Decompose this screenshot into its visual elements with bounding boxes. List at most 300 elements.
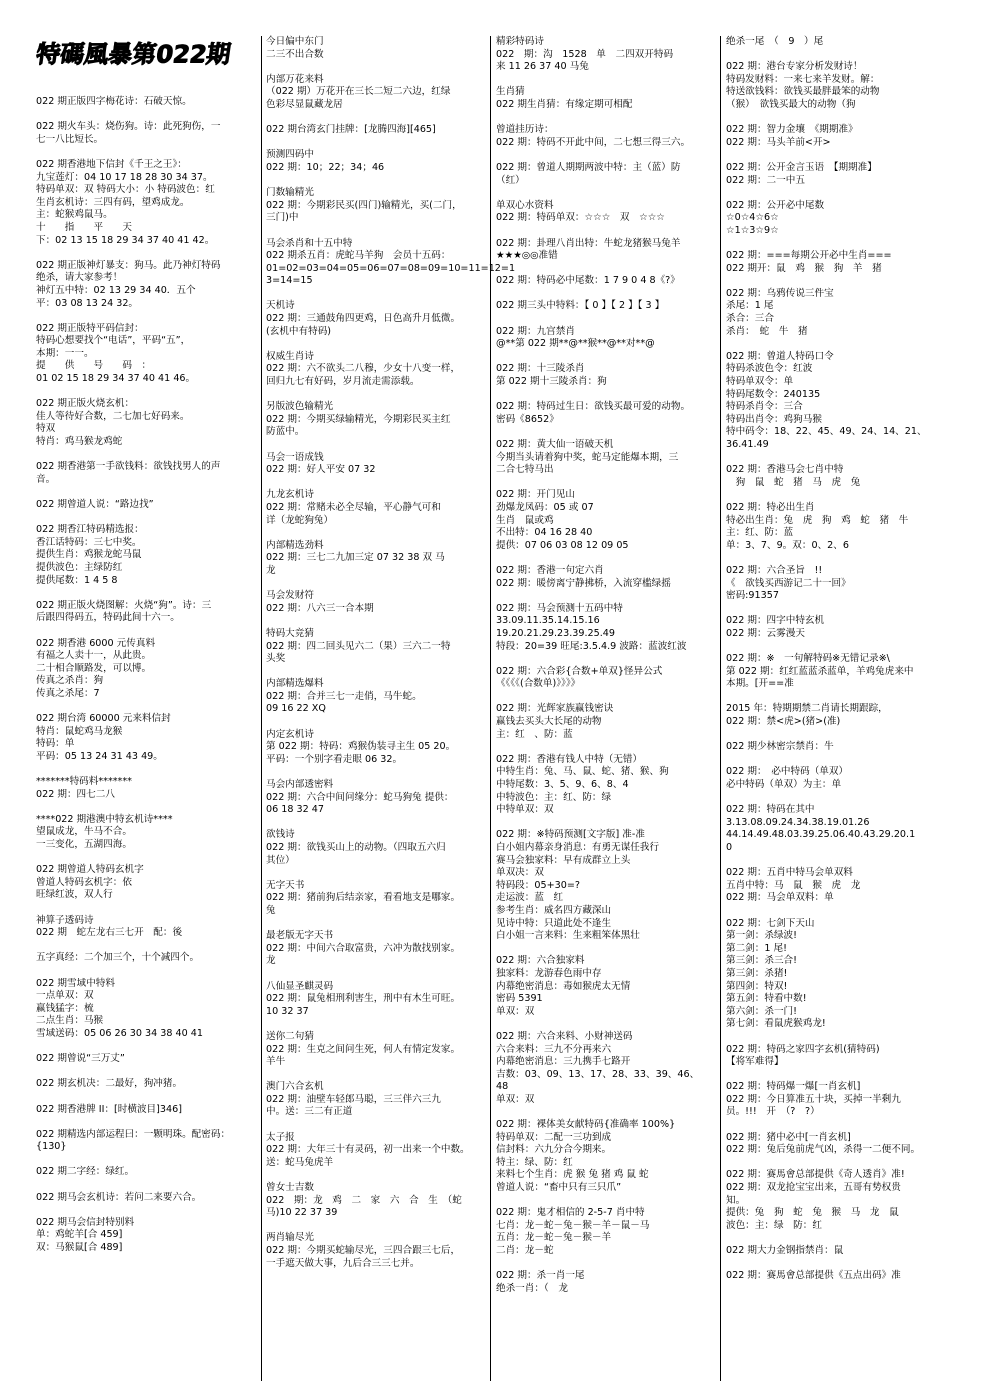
text-block (726, 36, 946, 49)
text-line: 022 期：智力金壤 《期期准》 (726, 124, 858, 136)
text-line: 赛马会独家料：早有成群立上头 (496, 854, 631, 866)
text-block (726, 867, 946, 905)
text-line: 密码《8652》 (496, 413, 559, 425)
text-line: 022 期：特码必中尾数：1 7 9 0 4 8《?》 (496, 275, 680, 287)
text-line: 022 期：暖傍离宁静拂桥，入流穿槛绿摇 (496, 577, 671, 589)
text-line: 十 指 平 天 (36, 221, 132, 233)
text-line: 09 16 22 XQ (266, 703, 326, 715)
text-block (36, 713, 255, 763)
text-line: 022 期：今期彩民买(四门)输精光，买(二门， (266, 199, 462, 211)
text-block (496, 565, 716, 590)
text-line: 吉数：03、09、13、17、28、33、39、46、 (496, 1068, 700, 1080)
text-line: 第三剑：杀三合! (726, 955, 798, 967)
text-block (726, 1044, 946, 1069)
text-block (36, 461, 255, 486)
text-line: 神灯五中特：02 13 29 34 40．五个 (36, 284, 196, 296)
text-line: 022 期：特码不开此中间，二七想三得三六。 (496, 136, 691, 148)
text-line: 九宝莲灯：04 10 17 18 28 30 34 37。 (36, 171, 213, 183)
text-line: 生肖 鼠或鸡 (496, 514, 554, 526)
text-line: 022 期：猪前狗后结亲家，看看地支是哪家。 (266, 892, 461, 904)
text-line: 色彩尽显鼠藏龙居 (266, 98, 343, 110)
text-line: 022 期雪域中特料 (36, 977, 115, 989)
text-line: 权威生肖诗 (266, 350, 314, 362)
text-block (726, 351, 946, 452)
text-line: 022 期： 必中特码（单双） (726, 766, 849, 778)
text-line: 特码心想要找个“电话”，平码“五”， (36, 335, 191, 347)
text-block (36, 1129, 255, 1154)
text-line: 单：3、7、9。双：0、2、6 (726, 539, 849, 551)
text-block (496, 326, 716, 351)
text-block (266, 590, 485, 615)
text-line: 022 期：六合来料、小财神送码 (496, 1030, 633, 1042)
text-line: 神算子透码诗 (36, 914, 94, 926)
text-line: 五肖中特：马 鼠 猴 虎 龙 (726, 879, 861, 891)
text-line: 022 期：公开金言玉语 【期期准】 (726, 161, 877, 173)
text-line: 3.13.08.09.24.34.38.19.01.26 (726, 816, 870, 828)
text-block (266, 74, 485, 112)
text-line: 022 期：猪中必中[一肖玄机] (726, 1131, 851, 1143)
text-line: 特段：20=39 旺尾:3.5.4.9 波路：蓝波红波 (496, 640, 687, 652)
text-line: 022 期：特码过生日：欲钱买最可爱的动物。 (496, 401, 691, 413)
text-line: 必中特码（单双）为主：单 (726, 779, 842, 791)
text-line: 022 期：龙 鸡 二 家 六 合 生 （蛇 (266, 1194, 462, 1206)
text-line: 二点生肖：马猴 (36, 1015, 104, 1027)
text-line: 022 期：卦理八肖出特：牛蛇龙猪猴马兔羊 (496, 237, 681, 249)
text-line: 022 期：※ 一句解特码※无错记录※\ (726, 653, 890, 665)
text-line: 五肖：龙－蛇－兔－猴－羊 (496, 1232, 612, 1244)
text-line: 022 期：欲钱买山上的动物。（四取五六归 (266, 842, 446, 853)
text-block (266, 981, 485, 1019)
text-block (726, 565, 946, 603)
text-block (726, 804, 946, 854)
text-line: 一点单双：双 (36, 990, 94, 1002)
text-line: 022 期：六合中间问缘分：蛇马狗兔 提供： (266, 791, 454, 803)
text-line: 今期当头请着狗中奖，蛇马定能爆本期，三 (496, 451, 679, 463)
text-line: 头奖 (266, 653, 286, 665)
text-line: 022 期：曾道人期期两波中特：主（蓝）防 (496, 161, 681, 173)
text-line: 曾道挂历诗： (496, 124, 554, 136)
text-line: 022 期：中间六合取富贵，六冲为散找别家。 (266, 942, 461, 954)
page-title: 特碼風暴第022期 (34, 40, 233, 68)
text-line: 特码单双：二配一三功到成 (496, 1131, 612, 1143)
text-line: 预测四码中 (266, 149, 314, 161)
text-line: 36.41.49 (726, 439, 769, 450)
text-line: 平码：05 13 24 31 43 49。 (36, 750, 163, 762)
text-block (266, 452, 485, 477)
text-line: 单双：双 (496, 1005, 535, 1017)
text-line: 回归九七有好码，岁月流走需添载。 (266, 376, 420, 388)
text-line: 中特单双：双 (496, 804, 554, 816)
text-block (496, 200, 716, 225)
text-line: 无字天书 (266, 879, 305, 891)
text-line: 022 期：今期买绿输精光，今期彩民买主红 (266, 413, 451, 425)
text-line: 022 期曾道人说：“路边找” (36, 499, 154, 510)
text-line: 022 期：鼠兔相刑利害生，刑中有木生可旺。 (266, 993, 461, 1005)
text-block (266, 300, 485, 338)
text-line: 雪域送码：05 06 26 30 34 38 40 41 (36, 1027, 203, 1039)
text-block (496, 162, 716, 187)
text-line: 马会发财符 (266, 590, 314, 602)
text-line: 022 期：杀一肖一尾 (496, 1270, 585, 1282)
text-block (36, 952, 255, 965)
text-block (266, 489, 485, 527)
text-line: 022 期玄机决：二最好，狗冲猪。 (36, 1078, 183, 1090)
text-line: 详（龙蛇狗兔） (266, 514, 334, 526)
text-block (36, 1166, 255, 1179)
text-line: 生肖猜 (496, 86, 525, 98)
text-line: (玄机中有特码) (266, 325, 332, 337)
text-line: 提供生肖：鸡猴龙蛇马鼠 (36, 549, 142, 561)
text-line: 旺绿红波，双人行 (36, 889, 113, 901)
text-line: 内定玄机诗 (266, 728, 314, 740)
text-line: 七一八比短长。 (36, 133, 104, 145)
text-line: 本期。[开==准 (726, 678, 794, 690)
text-line: 赢钱去买头大长尾的动物 (496, 716, 602, 728)
text-line: 022 期：三七二九加三定 07 32 38 双 马 (266, 552, 445, 564)
text-line: 九龙玄机诗 (266, 489, 314, 501)
text-block (266, 1232, 485, 1270)
text-line: 单双心水资料 (496, 199, 554, 211)
text-line: 最老版无字天书 (266, 930, 334, 942)
text-block (496, 439, 716, 477)
text-line: 022 期：开门见山 (496, 489, 575, 501)
text-line: 022 期香港第一手欲钱料：欲钱找男人的声 (36, 461, 221, 473)
text-block (726, 653, 946, 691)
text-line: 特码杀肖令：三合 (726, 401, 803, 413)
text-block (36, 499, 255, 512)
text-line: 022 期：特必出生肖 (726, 501, 815, 513)
text-line: 022 期：===每期公开必中生肖=== (726, 250, 892, 262)
text-line: 022 期：六合彩{合数+单双}怪异公式 (496, 665, 663, 677)
text-block (496, 603, 716, 653)
text-line: 主：红、防：蓝 (726, 527, 794, 539)
text-block (266, 351, 485, 389)
text-block (496, 1119, 716, 1195)
text-line: 022 期：九宫禁肖 (496, 325, 575, 337)
text-block (496, 300, 716, 313)
text-line: 【将军难得】 (726, 1056, 784, 1068)
text-block (496, 36, 716, 74)
text-line: 白小姐内幕亲身消息：有勇无谋任我行 (496, 842, 660, 853)
text-line: 022 期生肖猜：有缘定期可相配 (496, 98, 633, 110)
text-block (726, 1270, 946, 1283)
text-block (36, 1104, 255, 1117)
text-line: 特码：单 (36, 738, 75, 750)
text-line: 33.09.11.35.14.15.16 (496, 615, 600, 627)
text-block (726, 741, 946, 754)
text-line: 本期：一一。 (36, 347, 94, 359)
text-line: 曾道人特码玄机字：依 (36, 876, 132, 888)
text-block (496, 401, 716, 426)
text-line: 022 期开：鼠 鸡 猴 狗 羊 猪 (726, 262, 882, 274)
text-block (496, 754, 716, 817)
text-line: 022 期正版火烧玄机： (36, 398, 135, 410)
text-line: 曾女士吉数 (266, 1182, 314, 1194)
text-block (36, 1217, 255, 1255)
text-line: 防蓝中。 (266, 426, 305, 438)
text-line: 送你二句猜 (266, 1030, 314, 1042)
text-line: 密码:91357 (726, 590, 779, 602)
text-line: 022 期正版四字梅花诗：石破天惊。 (36, 96, 192, 107)
text-block (726, 124, 946, 149)
text-line: 传真之杀尾：7 (36, 687, 100, 699)
text-line: 06 18 32 47 (266, 804, 324, 816)
text-line: 特码杀波色令：红波 (726, 363, 813, 375)
text-line: ★★★◎◎准错 (496, 250, 558, 262)
text-block (266, 149, 485, 174)
text-line: 知。 (726, 1194, 746, 1206)
text-line: 022 期正版火烧图解：火烧“狗”。诗：三 (36, 599, 212, 611)
text-line: 022 期台湾玄门挂牌：[龙腾四海][465] (266, 124, 436, 136)
text-block (266, 930, 485, 968)
text-line: 特码单双：双 特码大小：小 特码波色：红 (36, 184, 215, 196)
text-line: （022 期）万花开在三长二短二六边，红绿 (266, 86, 451, 98)
text-line: 一手遮天做大事，九后合三三七并。 (266, 1257, 420, 1269)
text-line: 马会杀肖和十五中特 (266, 237, 353, 249)
text-line: 二肖：龙－蛇 (496, 1245, 554, 1256)
text-block (36, 96, 255, 109)
text-line: 赢钱猛字：梳 (36, 1002, 94, 1014)
text-line: 022 期：油壁车轻郎马聪，三三伴六三九 (266, 1093, 441, 1105)
text-line: 二三不出合数 (266, 48, 324, 60)
text-line: 中特尾数：3、5、9、6、8、4 (496, 779, 629, 791)
text-line: 羊牛 (266, 1056, 286, 1068)
text-line: 特双 (36, 423, 56, 435)
text-block (726, 200, 946, 238)
text-line: 01=02=03=04=05=06=07=08=09=10=11=12=1 (266, 262, 516, 274)
text-block (36, 524, 255, 587)
text-line: 兔 (266, 904, 276, 916)
text-line: 特码段：05+30=? (496, 879, 580, 891)
text-block (496, 1031, 716, 1107)
text-line: 走运波：蓝 红 (496, 892, 564, 904)
text-block (726, 250, 946, 275)
text-line: 022 期：特码单双：☆☆☆ 双 ☆☆☆ (496, 212, 665, 224)
text-line: *******特码料******* (36, 776, 132, 788)
text-line: 022 期马会玄机诗：若问二来要六合。 (36, 1191, 202, 1203)
text-block (496, 489, 716, 552)
text-line: 中。送：三二有正道 (266, 1106, 353, 1118)
text-line: 022 期火车头：烧伤狗。诗：此死狗伤，一 (36, 121, 221, 133)
text-line: 第五剑：特看中数! (726, 993, 807, 1005)
text-line: 来 11 26 37 40 马兔 (496, 61, 589, 73)
text-line: 来料七个生肖：虎 猴 兔 猪 鸡 鼠 蛇 (496, 1169, 649, 1181)
text-line: 022 期香港地下信封《千王之王》： (36, 158, 187, 170)
text-line: 马)10 22 37 39 (266, 1207, 338, 1219)
text-line: 022 期：二一中五 (726, 174, 805, 186)
text-line: {130} (36, 1141, 67, 1153)
text-line: 特码出肖令：鸡狗马猴 (726, 413, 822, 425)
text-line: 022 期：鬼才相信的 2-5-7 肖中特 (496, 1207, 645, 1219)
text-line: 022 期：四七二八 (36, 788, 115, 800)
text-line: 《《《《(合数单)》》》》 (496, 678, 581, 690)
text-line: 狗 鼠 蛇 猪 马 虎 兔 (726, 476, 861, 488)
text-line: 今日偏中东门 (266, 36, 324, 47)
text-line: 内部精选爆料 (266, 678, 324, 690)
text-line: 022 期精选内部运程曰：一颗明珠。配密码： (36, 1128, 231, 1140)
text-line: 022 期：沟 1528 单 二四双开特码 (496, 48, 674, 60)
text-line: 第 022 期：特码：鸡猴伪装寻主生 05 20。 (266, 741, 456, 753)
text-line: 10 32 37 (266, 1005, 309, 1017)
text-line: 3=14=15 (266, 275, 313, 287)
text-line: 提供尾数：1 4 5 8 (36, 574, 118, 586)
text-line: 022 期：六不欲头二八穆，少女十八变一样， (266, 363, 461, 375)
text-block (36, 1192, 255, 1205)
text-line: 马会内部透密料 (266, 779, 334, 791)
text-line: 022 期：今期买蛇输尽光，三四合跟三七后， (266, 1245, 461, 1256)
text-line: 022 期：生克之间问生死，何人有情定发家。 (266, 1043, 461, 1055)
text-block (496, 1270, 716, 1295)
text-line: 022 期：公开必中尾数 (726, 199, 825, 211)
text-line: 48 (496, 1081, 509, 1093)
text-block (496, 124, 716, 149)
text-line: 022 期：特码爆一爆[一肖玄机] (726, 1081, 861, 1093)
text-line: 内部精选劲料 (266, 539, 324, 551)
text-block (726, 61, 946, 111)
text-line: 022 期：七剑下天山 (726, 917, 815, 929)
text-line: ☆1☆3☆9☆ (726, 224, 779, 236)
text-block (36, 398, 255, 448)
text-line: 特主：绿、防：红 (496, 1156, 573, 1168)
text-line: 龙 (266, 955, 276, 967)
text-line: 022 期：赛馬會总部提供《五点出码》准 (726, 1270, 901, 1282)
text-line: 马会一语成钱 (266, 451, 324, 463)
text-line: 信封料：六九分合今期来。 (496, 1144, 612, 1156)
text-line: 员。!!! 开 （? ?） (726, 1106, 820, 1118)
text-line: 七肖：龙－蛇－兔－猴－羊－鼠－马 (496, 1219, 650, 1231)
text-block (266, 1182, 485, 1220)
text-line: 平码：一个别字看走眼 06 32。 (266, 753, 403, 765)
text-line: 022 期：香港一句定六肖 (496, 564, 604, 576)
text-block (496, 1207, 716, 1257)
text-line: 第四剑：特双! (726, 980, 788, 992)
text-line: 022 期杀五肖：虎蛇马羊狗 会员十五码： (266, 250, 451, 262)
text-line: 密码 5391 (496, 993, 543, 1005)
text-line: 022 期曾道人特码玄机字 (36, 864, 144, 876)
text-block (726, 1081, 946, 1119)
text-line: （红） (496, 174, 525, 186)
text-line: 特码单双令：单 (726, 376, 794, 388)
text-block (496, 275, 716, 288)
text-line: 平：03 08 13 24 32。 (36, 297, 139, 309)
text-line: 二合七特马出 (496, 464, 554, 476)
text-line: 特中码令：18、22、45、49、24、14、21、 (726, 426, 927, 438)
text-line: 音。 (36, 473, 56, 485)
text-line: 022 期：马会预测十五码中特 (496, 602, 623, 614)
text-block (266, 779, 485, 817)
text-block (36, 121, 255, 146)
text-line: 曾道人说：“畜中只有三只爪” (496, 1182, 622, 1194)
text-line: 022 期：禁<虎>(猪>(准) (726, 716, 841, 728)
text-line: 有福之人卖十一，从此贵。 (36, 650, 152, 662)
text-block (36, 323, 255, 386)
text-line: 杀尾：1 尾 (726, 300, 774, 312)
text-line: 八仙显圣麒灵码 (266, 980, 334, 992)
text-block (36, 1053, 255, 1066)
text-line: 022 期：八六三一合本期 (266, 602, 374, 614)
text-line: 022 期：特码在其中 (726, 804, 815, 816)
text-line: 022 期二字经：绿红。 (36, 1166, 135, 1178)
text-line: 不出特：04 16 28 40 (496, 527, 593, 539)
text-line: 第 022 期：红红蓝蓝杀蓝单，羊鸡兔虎来中 (726, 665, 914, 677)
text-column-1 (32, 96, 259, 1383)
text-line: 022 期：六合圣旨 !! (726, 564, 823, 576)
text-block (266, 237, 516, 288)
text-line: 二十相合顺路发，可以博。 (36, 662, 152, 674)
text-line: 五字真经：二个加三个，十个减四个。 (36, 952, 200, 964)
text-line: 其位） (266, 854, 295, 866)
text-line: 杀合：三合 (726, 313, 774, 325)
text-line: 白小姐一言来料：生来粗笨体黑壮 (496, 930, 640, 942)
text-line: 参考生肖：威名四方藏深山 (496, 904, 612, 916)
text-line: 022 期正版特平码信封： (36, 322, 144, 334)
text-block (726, 703, 946, 728)
column-divider (720, 36, 721, 1381)
text-line: 第三剑：杀猪! (726, 967, 788, 979)
text-block (496, 666, 716, 691)
text-line: 佳人等待好合数，二七加七好码来。 (36, 410, 190, 422)
text-line: 一三变化，五湖四海。 (36, 839, 132, 851)
text-line: 022 期 蛇左龙右三七开 配：後 (36, 927, 183, 939)
text-line: 六合来料：三九不分再来六 (496, 1043, 612, 1055)
text-line: 绝杀，请大家参考！ (36, 272, 123, 284)
text-line: 《 欲钱买西游记二十一回》 (726, 577, 851, 589)
text-line: 特必出生肖：兔 虎 狗 鸡 蛇 猪 牛 (726, 514, 909, 526)
text-line: 内部万花来料 (266, 73, 324, 85)
text-block (266, 187, 485, 225)
text-line: （猴） 欲钱买最大的动物（狗 (726, 98, 856, 110)
text-line: 022 期少林密宗禁肖：牛 (726, 741, 834, 753)
text-block (726, 1132, 946, 1157)
text-block (36, 814, 255, 852)
text-line: 022 期：五肖中特马会单双料 (726, 867, 853, 879)
text-line: 022 期：港台专家分析发财诗！ (726, 61, 863, 73)
text-line: 022 期正版神灯暴支：狗马。此乃神灯特码 (36, 259, 221, 271)
text-line: 022 期：兔后兔前虎气凶，杀得一二便不同。 (726, 1144, 921, 1156)
text-block (496, 703, 716, 741)
text-line: 0 (726, 842, 733, 853)
text-line: 两肖输尽光 (266, 1232, 314, 1244)
text-block (726, 162, 946, 187)
text-line: 中特生肖：兔、马、鼠、蛇、猪、猴、狗 (496, 766, 669, 778)
text-line: 022 期：合并三七一走俏，马牛蛇。 (266, 690, 422, 702)
text-line: 特肖：鸡马猴龙鸡蛇 (36, 436, 123, 448)
text-line: 022 期：乌鸦传说三件宝 (726, 287, 834, 299)
text-block (36, 638, 255, 701)
text-line: 绝杀一肖：（ 龙 (496, 1282, 568, 1294)
text-line: 劲爆龙凤码：05 或 07 (496, 501, 594, 513)
text-line: 波色：主：绿 防：红 (726, 1219, 822, 1231)
text-block (266, 1132, 485, 1170)
text-line: @**第 022 期**@**猴**@**对**@ (496, 338, 655, 350)
text-line: 单双决：双 (496, 867, 544, 879)
text-block (266, 678, 485, 716)
text-line: 单：鸡蛇羊[合 459] (36, 1229, 123, 1241)
text-line: 第六剑：杀一门! (726, 1005, 798, 1017)
text-block (266, 628, 485, 666)
text-line: 澳门六合玄机 (266, 1081, 324, 1093)
text-line: 送：蛇马兔虎羊 (266, 1156, 334, 1168)
text-line: 提供：兔 狗 蛇 兔 猴 马 龙 鼠 (726, 1207, 899, 1219)
text-block (266, 729, 485, 767)
text-line: 022 期台湾 60000 元来料信封 (36, 713, 171, 725)
text-block (726, 918, 946, 1031)
text-line: 香江话特码：三七中奖。 (36, 536, 142, 548)
text-line: 第一剑：杀绿波! (726, 930, 798, 942)
text-block (726, 502, 946, 552)
text-line: 022 期：香港有钱人中特（无错） (496, 753, 643, 765)
text-line: 022 期：香港马会七肖中特 (726, 464, 844, 476)
